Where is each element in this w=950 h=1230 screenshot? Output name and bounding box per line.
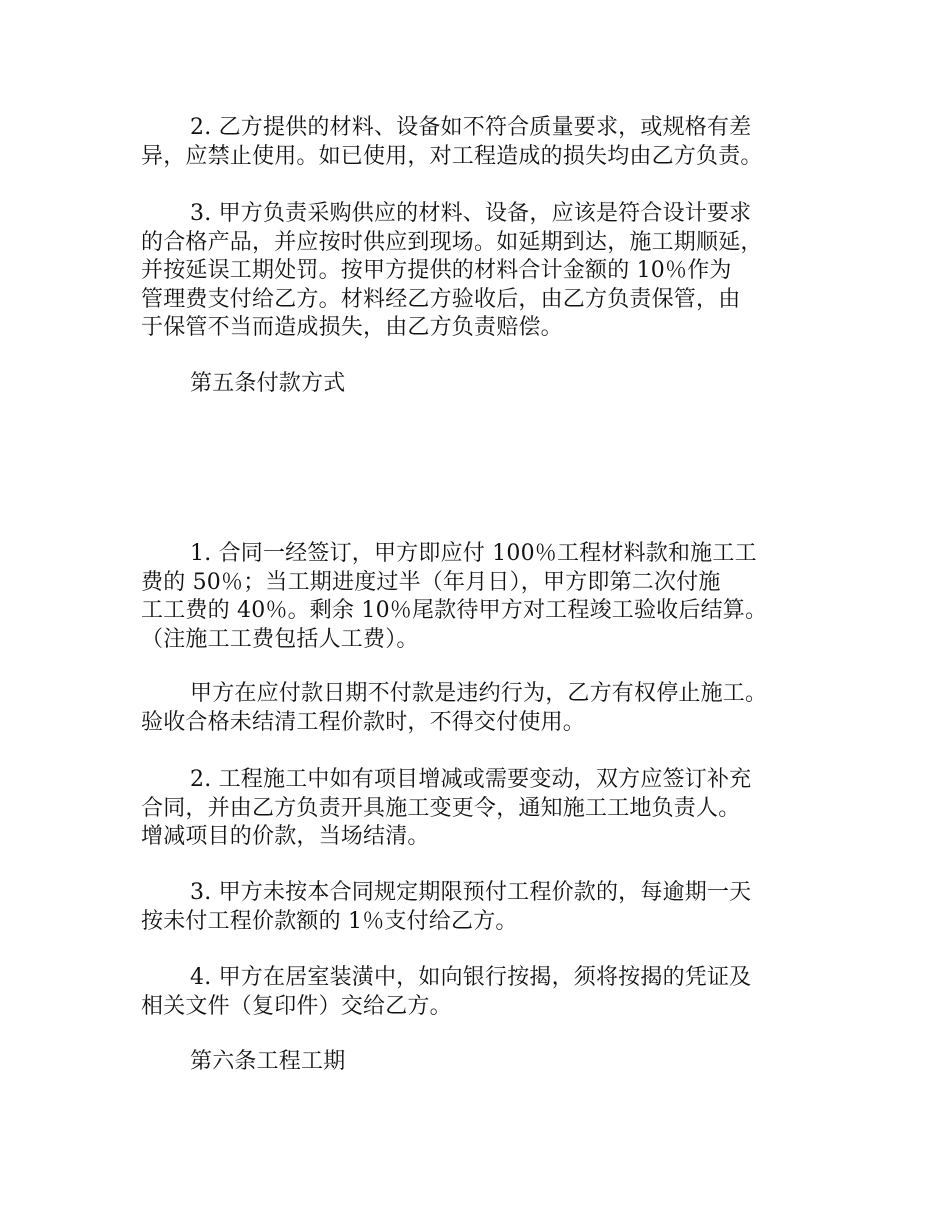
text-line: 甲方在应付款日期不付款是违约行为，乙方有权停止施工。 <box>190 681 768 706</box>
text-line: 验收合格未结清工程价款时，不得交付使用。 <box>141 709 586 735</box>
text-line: 的合格产品，并应按时供应到现场。如延期到达，施工期顺延， <box>141 229 763 255</box>
clause-4-item-2-paragraph <box>141 114 841 171</box>
heading-text: 第六条工程工期 <box>190 1049 346 1074</box>
text-line: 增减项目的价款，当场结清。 <box>141 824 430 849</box>
article-5-heading <box>141 370 841 399</box>
text-line: 合同，并由乙方负责开具施工变更令，通知施工工地负责人。 <box>141 795 741 821</box>
text-line: 于保管不当而造成损失，由乙方负责赔偿。 <box>141 315 563 340</box>
text-line: 2. 乙方提供的材料、设备如不符合质量要求，或规格有差 <box>190 115 752 140</box>
text-line: 异，应禁止使用。如已使用，对工程造成的损失均由乙方负责。 <box>141 143 763 169</box>
text-line: 管理费支付给乙方。材料经乙方验收后，由乙方负责保管，由 <box>141 286 741 312</box>
text-line: 3. 甲方未按本合同规定期限预付工程价款的，每逾期一天 <box>190 880 752 905</box>
clause-5-item-4-paragraph <box>141 964 841 1021</box>
text-line: 3. 甲方负责采购供应的材料、设备，应该是符合设计要求 <box>190 201 752 226</box>
text-line: （注施工工费包括人工费）。 <box>141 626 419 652</box>
text-line: 并按延误工期处罚。按甲方提供的材料合计金额的 10％作为 <box>141 258 732 283</box>
heading-text: 第五条付款方式 <box>190 371 346 396</box>
clause-5-note-paragraph <box>141 680 841 737</box>
text-line: 2. 工程施工中如有项目增减或需要变动，双方应签订补充 <box>190 767 752 792</box>
clause-5-item-3-paragraph <box>141 879 841 936</box>
text-line: 1. 合同一经签订，甲方即应付 100％工程材料款和施工工 <box>190 541 757 566</box>
clause-5-item-1-paragraph <box>141 540 841 654</box>
text-line: 工工费的 40％。剩余 10％尾款待甲方对工程竣工验收后结算。 <box>141 598 768 623</box>
clause-4-item-3-paragraph <box>141 200 841 343</box>
text-line: 费的 50％；当工期进度过半（年月日），甲方即第二次付施 <box>141 569 721 595</box>
text-line: 按未付工程价款额的 1％支付给乙方。 <box>141 908 518 934</box>
article-6-heading <box>141 1048 841 1077</box>
text-line: 相关文件（复印件）交给乙方。 <box>141 993 452 1019</box>
text-line: 4. 甲方在居室装潢中，如向银行按揭，须将按揭的凭证及 <box>190 965 752 990</box>
clause-5-item-2-paragraph <box>141 766 841 852</box>
